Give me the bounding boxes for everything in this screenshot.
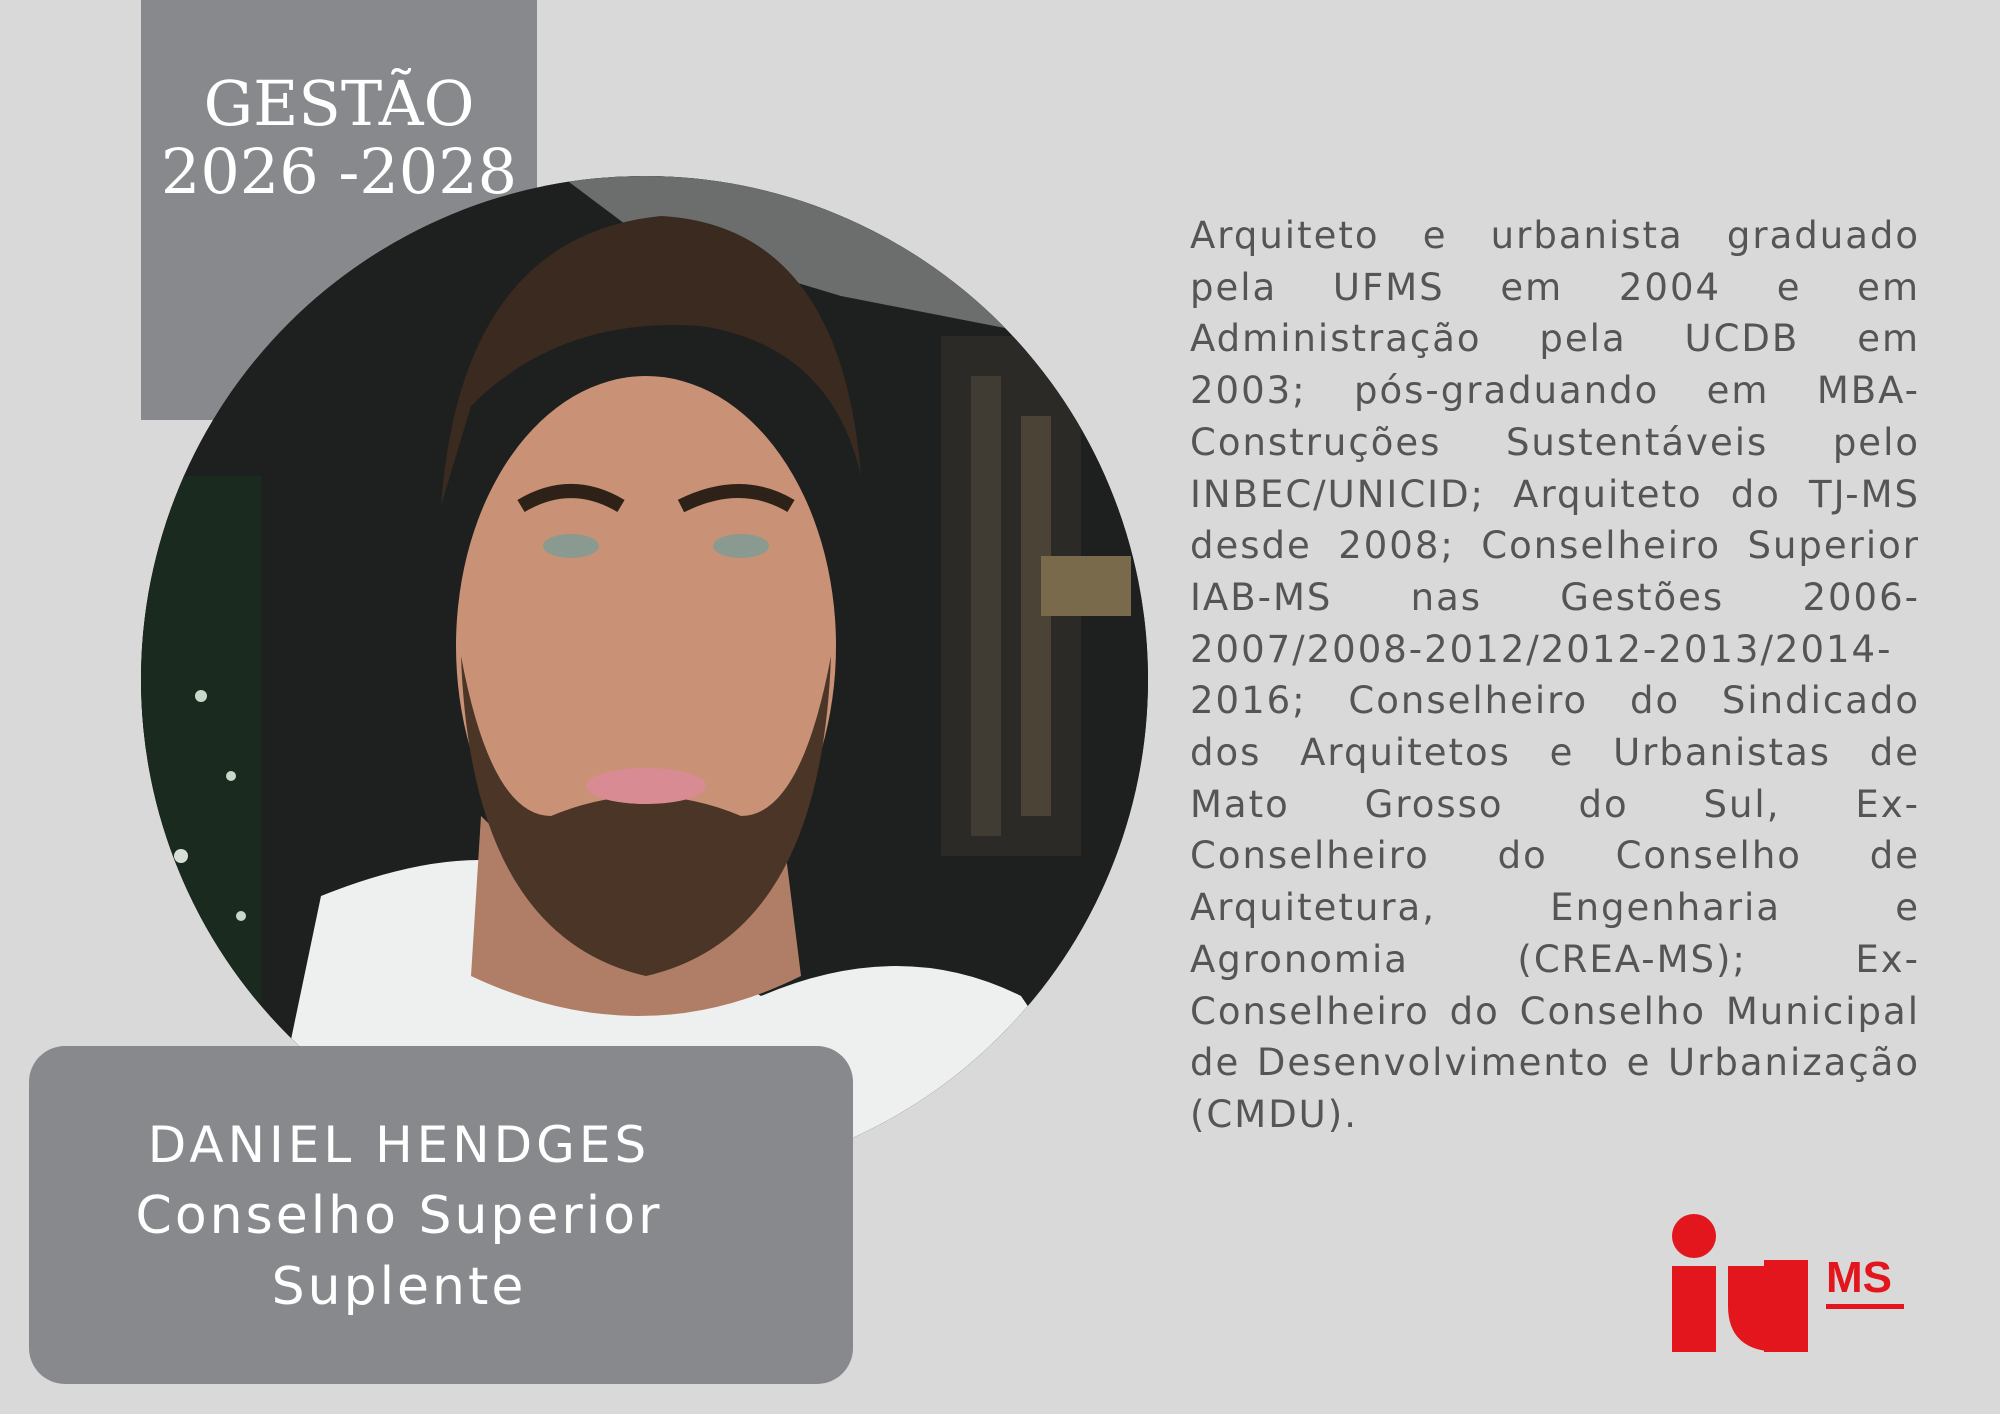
person-name: DANIEL HENDGES xyxy=(147,1116,651,1174)
person-role: Conselho Superior xyxy=(135,1186,663,1246)
gestao-label: GESTÃO xyxy=(203,67,475,140)
gestao-title xyxy=(141,67,537,208)
iab-ms-logo xyxy=(1668,1210,1908,1352)
name-card xyxy=(29,1046,853,1384)
svg-text:MS: MS xyxy=(1826,1253,1892,1302)
bio-text: Arquiteto e urbanista graduado pela UFMS em 2004 e em Administração pela UCDB em 2003; pós-graduando em MBA-Construções Sustentáveis pelo INBEC/UNICID; Arquiteto do TJ-MS desde 2008; Conselheiro Superior IAB-MS nas Gestões 2006-2007/2008-2012/2012-2013/2014-2016; Conselheiro do Sindicado dos Arquitetos e Urbanistas de Mato Grosso do Sul, Ex-Conselheiro do Conselho de Arquitetura, Engenharia e Agronomia (CREA-MS); Ex-Conselheiro do Conselho Municipal de Desenvolvimento e Urbanização (CMDU). xyxy=(1190,214,1920,1136)
gestao-years: 2026 -2028 xyxy=(160,135,518,208)
profile-photo xyxy=(141,176,1148,1183)
person-role-type: Suplente xyxy=(271,1257,527,1317)
